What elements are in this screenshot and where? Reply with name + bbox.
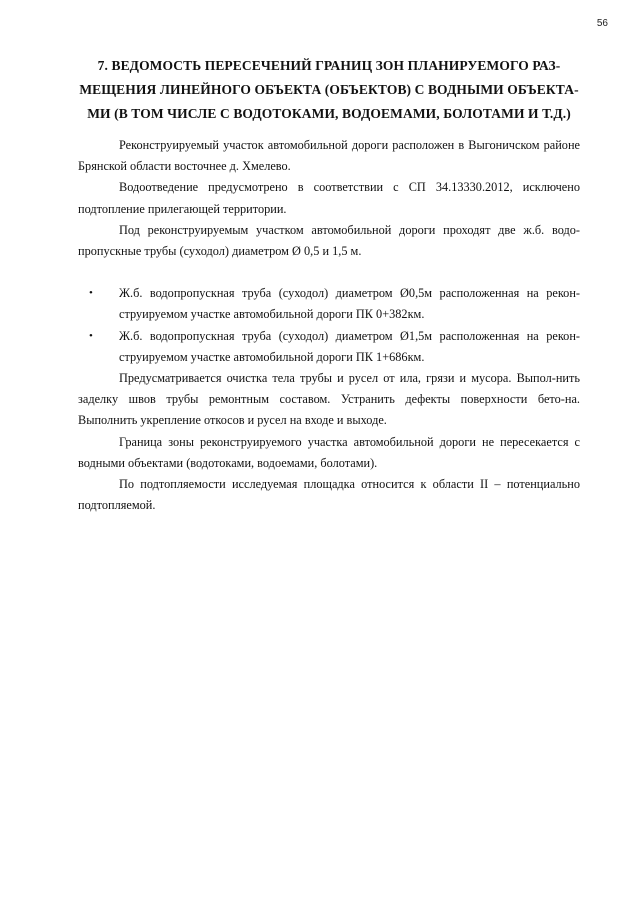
paragraph-boundary: Граница зоны реконструируемого участка автомобильной дороги не пересекается с водными объектами (водотоками, водоемами, болотами). xyxy=(78,434,580,470)
paragraph-flooding: По подтопляемости исследуемая площадка относится к области II – потенциально подтопляемой. xyxy=(78,477,580,513)
paragraph-drainage: Водоотведение предусмотрено в соответствии с СП 34.13330.2012, исключено подтопление прилегающей территории. xyxy=(78,180,580,216)
culvert-list xyxy=(78,283,580,368)
document-body xyxy=(78,135,580,516)
title-line: 7. ВЕДОМОСТЬ ПЕРЕСЕЧЕНИЙ ГРАНИЦ ЗОН ПЛАНИРУЕМОГО РАЗ- xyxy=(97,58,561,73)
list-item xyxy=(78,283,580,325)
list-item-text: Ж.б. водопропускная труба (суходол) диаметром Ø1,5м расположенная на рекон-струируемом участке автомобильной дороги ПК 1+686км. xyxy=(119,328,580,364)
list-item xyxy=(78,326,580,368)
bullet-icon: • xyxy=(89,329,93,342)
bullet-icon: • xyxy=(89,287,93,300)
list-item-text: Ж.б. водопропускная труба (суходол) диаметром Ø0,5м расположенная на рекон-струируемом участке автомобильной дороги ПК 0+382км. xyxy=(119,286,580,322)
paragraph-location: Реконструируемый участок автомобильной дороги расположен в Выгоничском районе Брянской области восточнее д. Хмелево. xyxy=(78,138,580,174)
title-line: МЕЩЕНИЯ ЛИНЕЙНОГО ОБЪЕКТА (ОБЪЕКТОВ) С ВОДНЫМИ ОБЪЕКТА- xyxy=(79,82,579,97)
section-title xyxy=(78,54,580,126)
paragraph-culverts-intro: Под реконструируемым участком автомобильной дороги проходят две ж.б. водо-пропускные трубы (суходол) диаметром Ø 0,5 и 1,5 м. xyxy=(78,222,580,259)
paragraph-spacer xyxy=(78,262,580,283)
title-line: МИ (В ТОМ ЧИСЛЕ С ВОДОТОКАМИ, ВОДОЕМАМИ, БОЛОТАМИ И Т.Д.) xyxy=(87,106,571,121)
page-number: 56 xyxy=(596,18,608,29)
paragraph-cleaning: Предусматривается очистка тела трубы и русел от ила, грязи и мусора. Выпол-нить заделку швов трубы ремонтным составом. Устранить дефекты поверхности бето-на. Выполнить укрепление откосов и русел на входе и выходе. xyxy=(78,371,580,428)
